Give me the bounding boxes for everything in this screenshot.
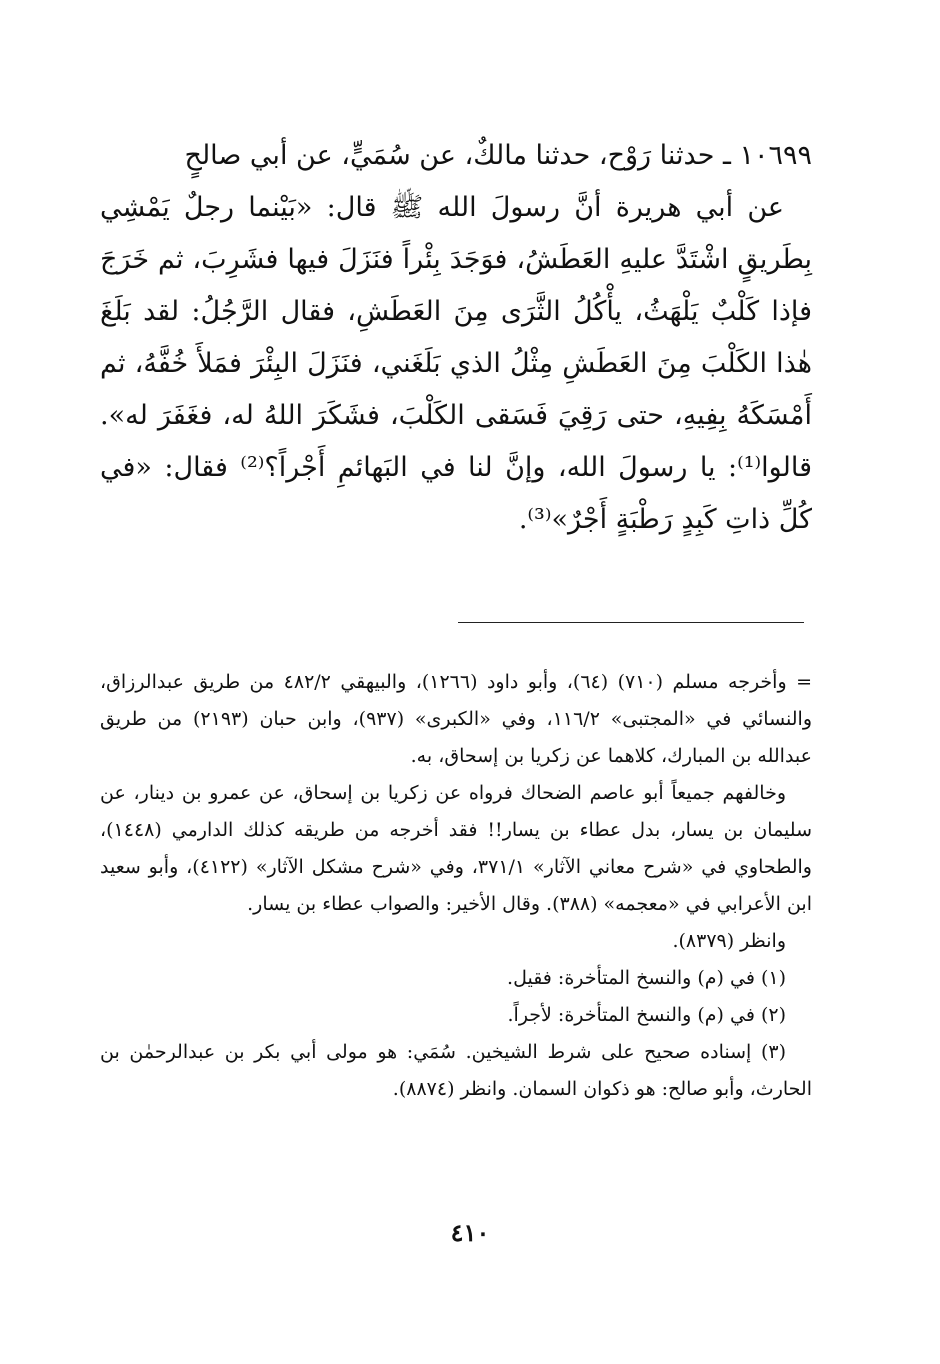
footnote-2: (٢) في (م) والنسخ المتأخرة: لأجراً.	[507, 1004, 786, 1026]
footnote-3: (٣) إسناده صحيح على شرط الشيخين. سُمَي: هو مولى أبي بكر بن عبدالرحمٰن بن الحارث، وأبو صالح: هو ذكوان السمان. وانظر (٨٨٧٤).	[100, 1041, 812, 1100]
hadith-text: عن أبي هريرة أنَّ رسولَ الله ﷺ قال: «بَيْنما رجلٌ يَمْشِي بِطَريقٍ اشْتَدَّ عليهِ العَطَشُ، فوَجَدَ بِئْراً فنَزَلَ فيها فشَرِبَ، ثم خَرَجَ فإذا كَلْبٌ يَلْهَثُ، يأْكُلُ الثَّرَى مِنَ العَطَشِ، فقال الرَّجُلُ: لقد بَلَغَ هٰذا الكَلْبَ مِنَ العَطَشِ مِثْلُ الذي بَلَغَني، فنَزَلَ البِئْرَ فمَلأَ خُفَّهُ، ثم أَمْسَكَهُ بِفِيهِ، حتى رَقِيَ فَسَقى الكَلْبَ، فشَكَرَ اللهُ له، فغَفَرَ له». قالوا⁽¹⁾: يا رسولَ الله، وإنَّ لنا في البَهائمِ أَجْراً؟⁽²⁾ فقال: «في كُلِّ ذاتِ كَبِدٍ رَطْبَةٍ أَجْرٌ»⁽³⁾.	[100, 192, 812, 535]
page-number: ٤١٠	[450, 1218, 490, 1247]
footnote-paragraph: وانظر (٨٣٧٩).	[672, 930, 786, 952]
footnote-paragraph: وخالفهم جميعاً أبو عاصم الضحاك فرواه عن زكريا بن إسحاق، عن عمرو بن دينار، عن سليمان بن يسار، بدل عطاء بن يسار!! فقد أخرجه من طريقه كذلك الدارمي (١٤٤٨)، والطحاوي في «شرح معاني الآثار» ٣٧١/١، وفي «شرح مشكل الآثار» (٤١٢٢)، وأبو سعيد ابن الأعرابي في «معجمه» (٣٨٨). وقال الأخير: والصواب عطاء بن يسار.	[100, 782, 812, 915]
footnote-continuation: = وأخرجه مسلم (٧١٠) (٦٤)، وأبو داود (١٢٦٦)، والبيهقي ٤٨٢/٢ من طريق عبدالرزاق، والنسائي في «المجتبى» ١١٦/٢، وفي «الكبرى» (٩٣٧)، وابن حبان (٢١٩٣) من طريق عبدالله بن المبارك، كلاهما عن زكريا بن إسحاق، به.	[100, 671, 812, 767]
footnotes	[100, 664, 812, 1108]
main-text	[100, 130, 812, 546]
hadith-isnad: ١٠٦٩٩ ـ حدثنا رَوْح، حدثنا مالكٌ، عن سُمَيٍّ، عن أبي صالحٍ	[184, 140, 812, 171]
footnote-1: (١) في (م) والنسخ المتأخرة: فقيل.	[507, 967, 786, 989]
footnote-divider	[458, 622, 804, 623]
